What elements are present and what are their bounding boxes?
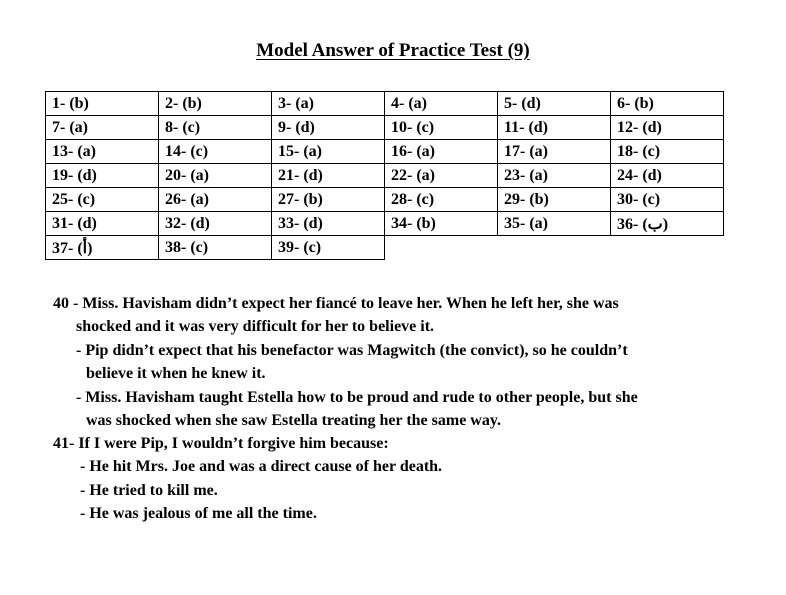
empty-cell [611, 236, 724, 260]
answer-cell: 14- (c) [159, 140, 272, 164]
answer-table [45, 91, 724, 260]
answer-cell: 6- (b) [611, 92, 724, 116]
answer-cell: 17- (a) [498, 140, 611, 164]
answer-cell: 4- (a) [385, 92, 498, 116]
answer-cell: 7- (a) [46, 116, 159, 140]
answer-cell: 30- (c) [611, 188, 724, 212]
answer-cell: 10- (c) [385, 116, 498, 140]
q40-line-4: believe it when he knew it. [86, 365, 266, 382]
page-title: Model Answer of Practice Test (9) [256, 40, 530, 61]
answer-cell: 5- (d) [498, 92, 611, 116]
answer-cell: 9- (d) [272, 116, 385, 140]
answer-cell: 21- (d) [272, 164, 385, 188]
answer-cell: 32- (d) [159, 212, 272, 236]
answer-cell: 16- (a) [385, 140, 498, 164]
table-row [46, 236, 724, 260]
answer-cell: 24- (d) [611, 164, 724, 188]
answer-cell: 33- (d) [272, 212, 385, 236]
answer-cell: 8- (c) [159, 116, 272, 140]
answer-cell: 2- (b) [159, 92, 272, 116]
q40-line-5: - Miss. Havisham taught Estella how to be proud and rude to other people, but she [76, 389, 638, 406]
q40-line-6: was shocked when she saw Estella treating her the same way. [86, 412, 501, 429]
answer-cell: 31- (d) [46, 212, 159, 236]
answer-cell: 20- (a) [159, 164, 272, 188]
q40-line-1: 40 - Miss. Havisham didn’t expect her fiancé to leave her. When he left her, she was [53, 295, 619, 312]
answer-cell: 34- (b) [385, 212, 498, 236]
table-row [46, 188, 724, 212]
answer-cell: 27- (b) [272, 188, 385, 212]
q40-line-2: shocked and it was very difficult for her to believe it. [76, 318, 435, 335]
table-row [46, 140, 724, 164]
answer-cell: 26- (a) [159, 188, 272, 212]
answer-cell: 15- (a) [272, 140, 385, 164]
answer-cell: 36- (ب) [611, 212, 724, 236]
answer-cell: 25- (c) [46, 188, 159, 212]
answer-cell: 39- (c) [272, 236, 385, 260]
table-row [46, 212, 724, 236]
q40-line-3: - Pip didn’t expect that his benefactor was Magwitch (the convict), so he couldn’t [76, 342, 628, 359]
answer-cell: 28- (c) [385, 188, 498, 212]
table-row [46, 164, 724, 188]
q41-line-3: - He tried to kill me. [80, 482, 218, 499]
q41-line-2: - He hit Mrs. Joe and was a direct cause of her death. [80, 458, 443, 475]
answer-cell: 19- (d) [46, 164, 159, 188]
answer-cell: 1- (b) [46, 92, 159, 116]
answer-cell: 23- (a) [498, 164, 611, 188]
answer-cell: 3- (a) [272, 92, 385, 116]
q41-line-4: - He was jealous of me all the time. [80, 505, 317, 522]
answer-cell: 22- (a) [385, 164, 498, 188]
answer-cell: 37- (أ) [46, 236, 159, 260]
answer-cell: 38- (c) [159, 236, 272, 260]
answer-cell: 29- (b) [498, 188, 611, 212]
answer-cell: 18- (c) [611, 140, 724, 164]
table-row [46, 92, 724, 116]
answer-cell: 13- (a) [46, 140, 159, 164]
answer-cell: 11- (d) [498, 116, 611, 140]
table-row [46, 116, 724, 140]
answer-cell: 35- (a) [498, 212, 611, 236]
empty-cell [385, 236, 498, 260]
empty-cell [498, 236, 611, 260]
q41-line-1: 41- If I were Pip, I wouldn’t forgive him because: [53, 435, 389, 452]
answer-cell: 12- (d) [611, 116, 724, 140]
